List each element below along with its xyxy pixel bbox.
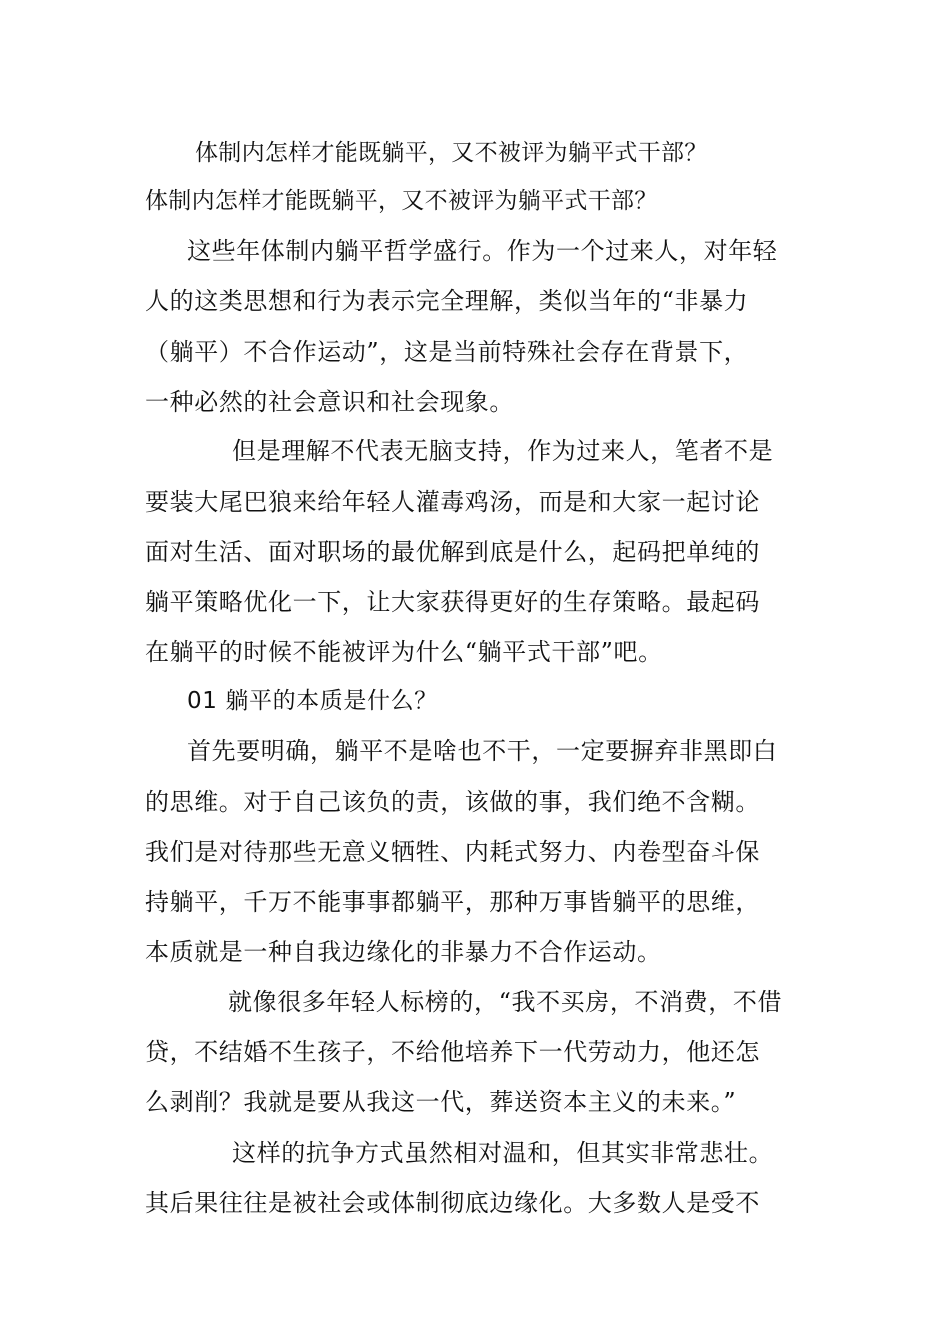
paragraph-line: 贷，不结婚不生孩子，不给他培养下一代劳动力，他还怎 (145, 1038, 760, 1066)
paragraph-line: 我们是对待那些无意义牺牲、内耗式努力、内卷型奋斗保 (145, 838, 760, 866)
paragraph-line: 要装大尾巴狼来给年轻人灌毒鸡汤，而是和大家一起讨论 (145, 488, 760, 516)
paragraph-line: 面对生活、面对职场的最优解到底是什么，起码把单纯的 (145, 538, 760, 566)
paragraph-line: 其后果往往是被社会或体制彻底边缘化。大多数人是受不 (145, 1189, 760, 1217)
paragraph-line: 的思维。对于自己该负的责，该做的事，我们绝不含糊。 (145, 788, 760, 816)
paragraph-line: 躺平策略优化一下，让大家获得更好的生存策略。最起码 (145, 588, 760, 616)
paragraph-line: 在躺平的时候不能被评为什么“躺平式干部”吧。 (145, 638, 663, 666)
paragraph-line: 这些年体制内躺平哲学盛行。作为一个过来人，对年轻 (187, 237, 778, 265)
paragraph-line: 本质就是一种自我边缘化的非暴力不合作运动。 (145, 938, 662, 966)
paragraph-line: 人的这类思想和行为表示完全理解，类似当年的“非暴力 (145, 287, 749, 315)
paragraph-line: （躺平）不合作运动”，这是当前特殊社会存在背景下， (145, 338, 749, 366)
paragraph-line: 持躺平，千万不能事事都躺平，那种万事皆躺平的思维， (145, 888, 760, 916)
paragraph-line: 但是理解不代表无脑支持，作为过来人，笔者不是 (232, 437, 774, 465)
paragraph-line: 首先要明确，躺平不是啥也不干，一定要摒弃非黑即白 (187, 737, 778, 765)
paragraph-line: 这样的抗争方式虽然相对温和，但其实非常悲壮。 (232, 1139, 774, 1167)
paragraph-line: 么剥削？我就是要从我这一代，葬送资本主义的未来。” (145, 1088, 737, 1116)
document-subtitle: 体制内怎样才能既躺平，又不被评为躺平式干部？ (145, 188, 658, 214)
section-heading: 01 躺平的本质是什么？ (187, 688, 438, 714)
document-title: 体制内怎样才能既躺平，又不被评为躺平式干部？ (195, 140, 708, 166)
paragraph-line: 就像很多年轻人标榜的，“我不买房，不消费，不借 (228, 988, 783, 1016)
paragraph-line: 一种必然的社会意识和社会现象。 (145, 388, 514, 416)
